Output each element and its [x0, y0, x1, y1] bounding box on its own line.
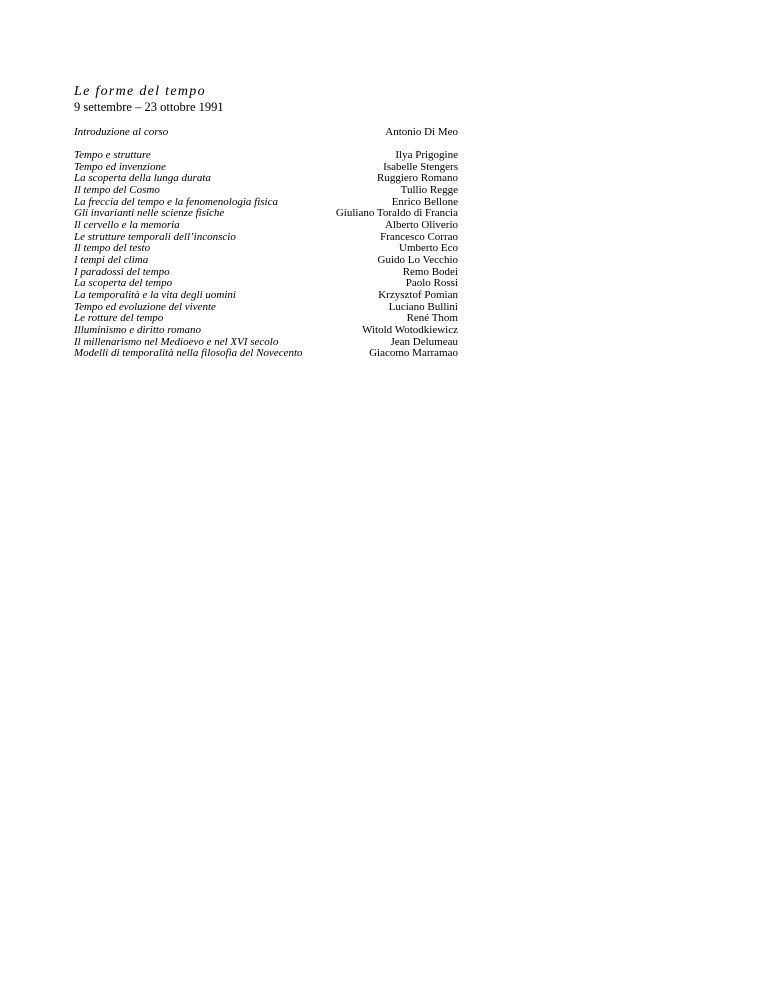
lecture-speaker: Giacomo Marramao	[369, 347, 458, 360]
lecture-speaker: Francesco Corrao	[380, 230, 458, 243]
lecture-topic: I tempi del clima	[74, 253, 149, 266]
lecture-topic: Il tempo del testo	[74, 242, 151, 255]
lecture-topic: Il millenarismo nel Medioevo e nel XVI secolo	[74, 335, 279, 348]
lecture-row	[74, 220, 458, 232]
lecture-row	[74, 325, 458, 337]
lecture-topic: Tempo ed evoluzione del vivente	[74, 300, 216, 313]
lecture-speaker: René Thom	[406, 312, 458, 325]
lecture-speaker: Giuliano Toraldo di Francia	[335, 207, 458, 220]
lecture-speaker: Paolo Rossi	[405, 277, 458, 290]
lecture-row	[74, 348, 458, 360]
lecture-topic: La scoperta del tempo	[74, 277, 173, 290]
lecture-speaker: Guido Lo Vecchio	[377, 253, 458, 266]
lecture-topic: La scoperta della lunga durata	[74, 172, 211, 185]
lecture-row	[74, 150, 458, 162]
lecture-topic: I paradossi del tempo	[74, 265, 170, 278]
lecture-list	[74, 150, 458, 360]
lecture-speaker: Umberto Eco	[399, 242, 458, 255]
lecture-topic: Le strutture temporali dell’inconscio	[74, 230, 236, 243]
lecture-speaker: Jean Delumeau	[390, 335, 458, 348]
lecture-row	[74, 255, 458, 267]
lecture-topic: Il tempo del Cosmo	[74, 183, 160, 196]
intro-topic: Introduzione al corso	[74, 126, 169, 138]
lecture-topic: Tempo e strutture	[74, 149, 151, 161]
lecture-speaker: Enrico Bellone	[391, 195, 458, 208]
lecture-speaker: Witold Wotodkiewicz	[362, 323, 458, 336]
lecture-topic: Tempo ed invenzione	[74, 160, 166, 173]
course-dates: 9 settembre – 23 ottobre 1991	[74, 100, 224, 114]
lecture-speaker: Ilya Prigogine	[395, 149, 458, 161]
lecture-topic: Gli invarianti nelle scienze fisiche	[74, 207, 225, 220]
lecture-speaker: Remo Bodei	[402, 265, 458, 278]
lecture-topic: La freccia del tempo e la fenomenologia fisica	[74, 195, 278, 208]
lecture-speaker: Alberto Oliverio	[384, 218, 458, 231]
lecture-row	[74, 185, 458, 197]
lecture-topic: Illuminismo e diritto romano	[74, 323, 202, 336]
lecture-speaker: Isabelle Stengers	[383, 160, 458, 173]
lecture-speaker: Krzysztof Pomian	[378, 288, 458, 301]
intro-speaker: Antonio Di Meo	[385, 126, 458, 138]
lecture-topic: La temporalità e la vita degli uomini	[74, 288, 236, 301]
document-page	[74, 84, 458, 360]
document-title: Le forme del tempo	[74, 84, 206, 99]
lecture-topic: Le rotture del tempo	[74, 312, 164, 325]
intro-row	[74, 126, 458, 138]
lecture-topic: Il cervello e la memoria	[74, 218, 180, 231]
lecture-speaker: Ruggiero Romano	[377, 172, 458, 185]
lecture-topic: Modelli di temporalità nella filosofia del Novecento	[74, 347, 303, 360]
lecture-speaker: Tullio Regge	[400, 183, 458, 196]
lecture-row	[74, 290, 458, 302]
lecture-speaker: Luciano Bullini	[388, 300, 458, 313]
